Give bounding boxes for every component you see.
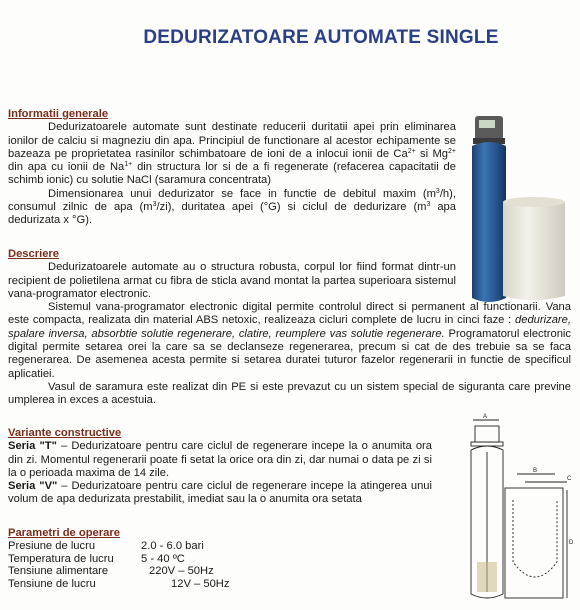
parameters-heading: Parametri de operare: [8, 527, 120, 539]
general-info-heading: Informatii generale: [8, 108, 109, 120]
dim-c-label: C: [567, 476, 572, 482]
parameters-section: [8, 527, 308, 591]
parameter-row: Tensiune alimentare 220V – 50Hz: [8, 565, 214, 578]
description-paragraph-3: Vasul de saramura este realizat din PE si este prevazut cu un sistem special de siguranta care previne umplerea in exces a acestuia.: [8, 380, 571, 407]
variants-section: [8, 427, 432, 507]
parameters-table: [8, 540, 229, 590]
description-paragraph-1: Dedurizatoarele automate au o structura robusta, corpul lor fiind format dintr-un recipient de polietilena armat cu fibra de sticla avand montat la partea superioara sistemul vana-programator electronic.: [8, 261, 456, 300]
dim-b-label: B: [533, 468, 538, 474]
dim-a-label: A: [483, 414, 488, 420]
page-title: DEDURIZATOARE AUTOMATE SINGLE: [143, 27, 499, 48]
technical-drawing: [455, 412, 577, 608]
description-section: [8, 248, 571, 408]
general-info-section: [8, 108, 456, 228]
parameter-row: Temperatura de lucru 5 - 40 ºC: [8, 552, 185, 565]
parameter-row: Presiune de lucru 2.0 - 6.0 bari: [8, 540, 204, 553]
general-info-paragraph-1: Dedurizatoarele automate sunt destinate reducerii duritatii apei prin eliminarea ionilor de calciu si magneziu din apa. Principiul de functionare al acestor echipamente se bazeaza pe proprietatea rasinilor schimbatoare de ioni de a inlocui ionii de $Ca^{2+}$ si $Mg^{2+}$ din apa cu ionii de $Na^{1+}$ din structura lor si de a fi regenerate (refacerea capacitatii de schimb ionic) cu solutie NaCl (saramura concentrata): [8, 121, 456, 187]
parameter-row: Tensiune de lucru 12V – 50Hz: [8, 578, 230, 591]
description-paragraph-2: Sistemul vana-programator electronic digital permite controlul direct si permanent al functionarii. Vana este compacta, realizata din material ABS netoxic, realizeaza cicluri complete de lucru in cinci faze : dedurizare, spalare inversa, absorbtie solutie regenerare, clatire, reumplere vas solutie regenerare. Programatorul electronic digital permite setarea orei la care sa se declanseze regenerarea, precum si cat de des trebuie sa se faca regenerarea. De asemenea acesta permite si setarea duratei tuturor fazelor regenerarii in functie de specificul aplicatiei.: [8, 301, 571, 380]
variant-t: Seria "T" – Dedurizatoare pentru care ciclul de regenerare incepe la o anumita ora din zi. Momentul regenerarii poate fi setat la orice ora din zi, dar numai o data pe zi si la o perioada maxima de 14 zile.: [8, 440, 433, 479]
variants-heading: Variante constructive: [8, 427, 122, 439]
dim-d-label: D: [569, 540, 574, 546]
general-info-paragraph-2: Dimensionarea unui dedurizator se face in functie de debitul maxim $(m^3/h)$, consumul zilnic de apa $(m^3/zi)$, duritatea apei (°G) si ciclul de dedurizare ($m^3$ apa dedurizata x °G).: [8, 187, 456, 227]
variant-v: Seria "V" – Dedurizatoare pentru care ciclul de regenerare incepe la atingerea unui volum de apa dedurizata prestabilit, imediat sau la o anumita ora setata: [8, 480, 433, 506]
description-heading: Descriere: [8, 248, 60, 260]
